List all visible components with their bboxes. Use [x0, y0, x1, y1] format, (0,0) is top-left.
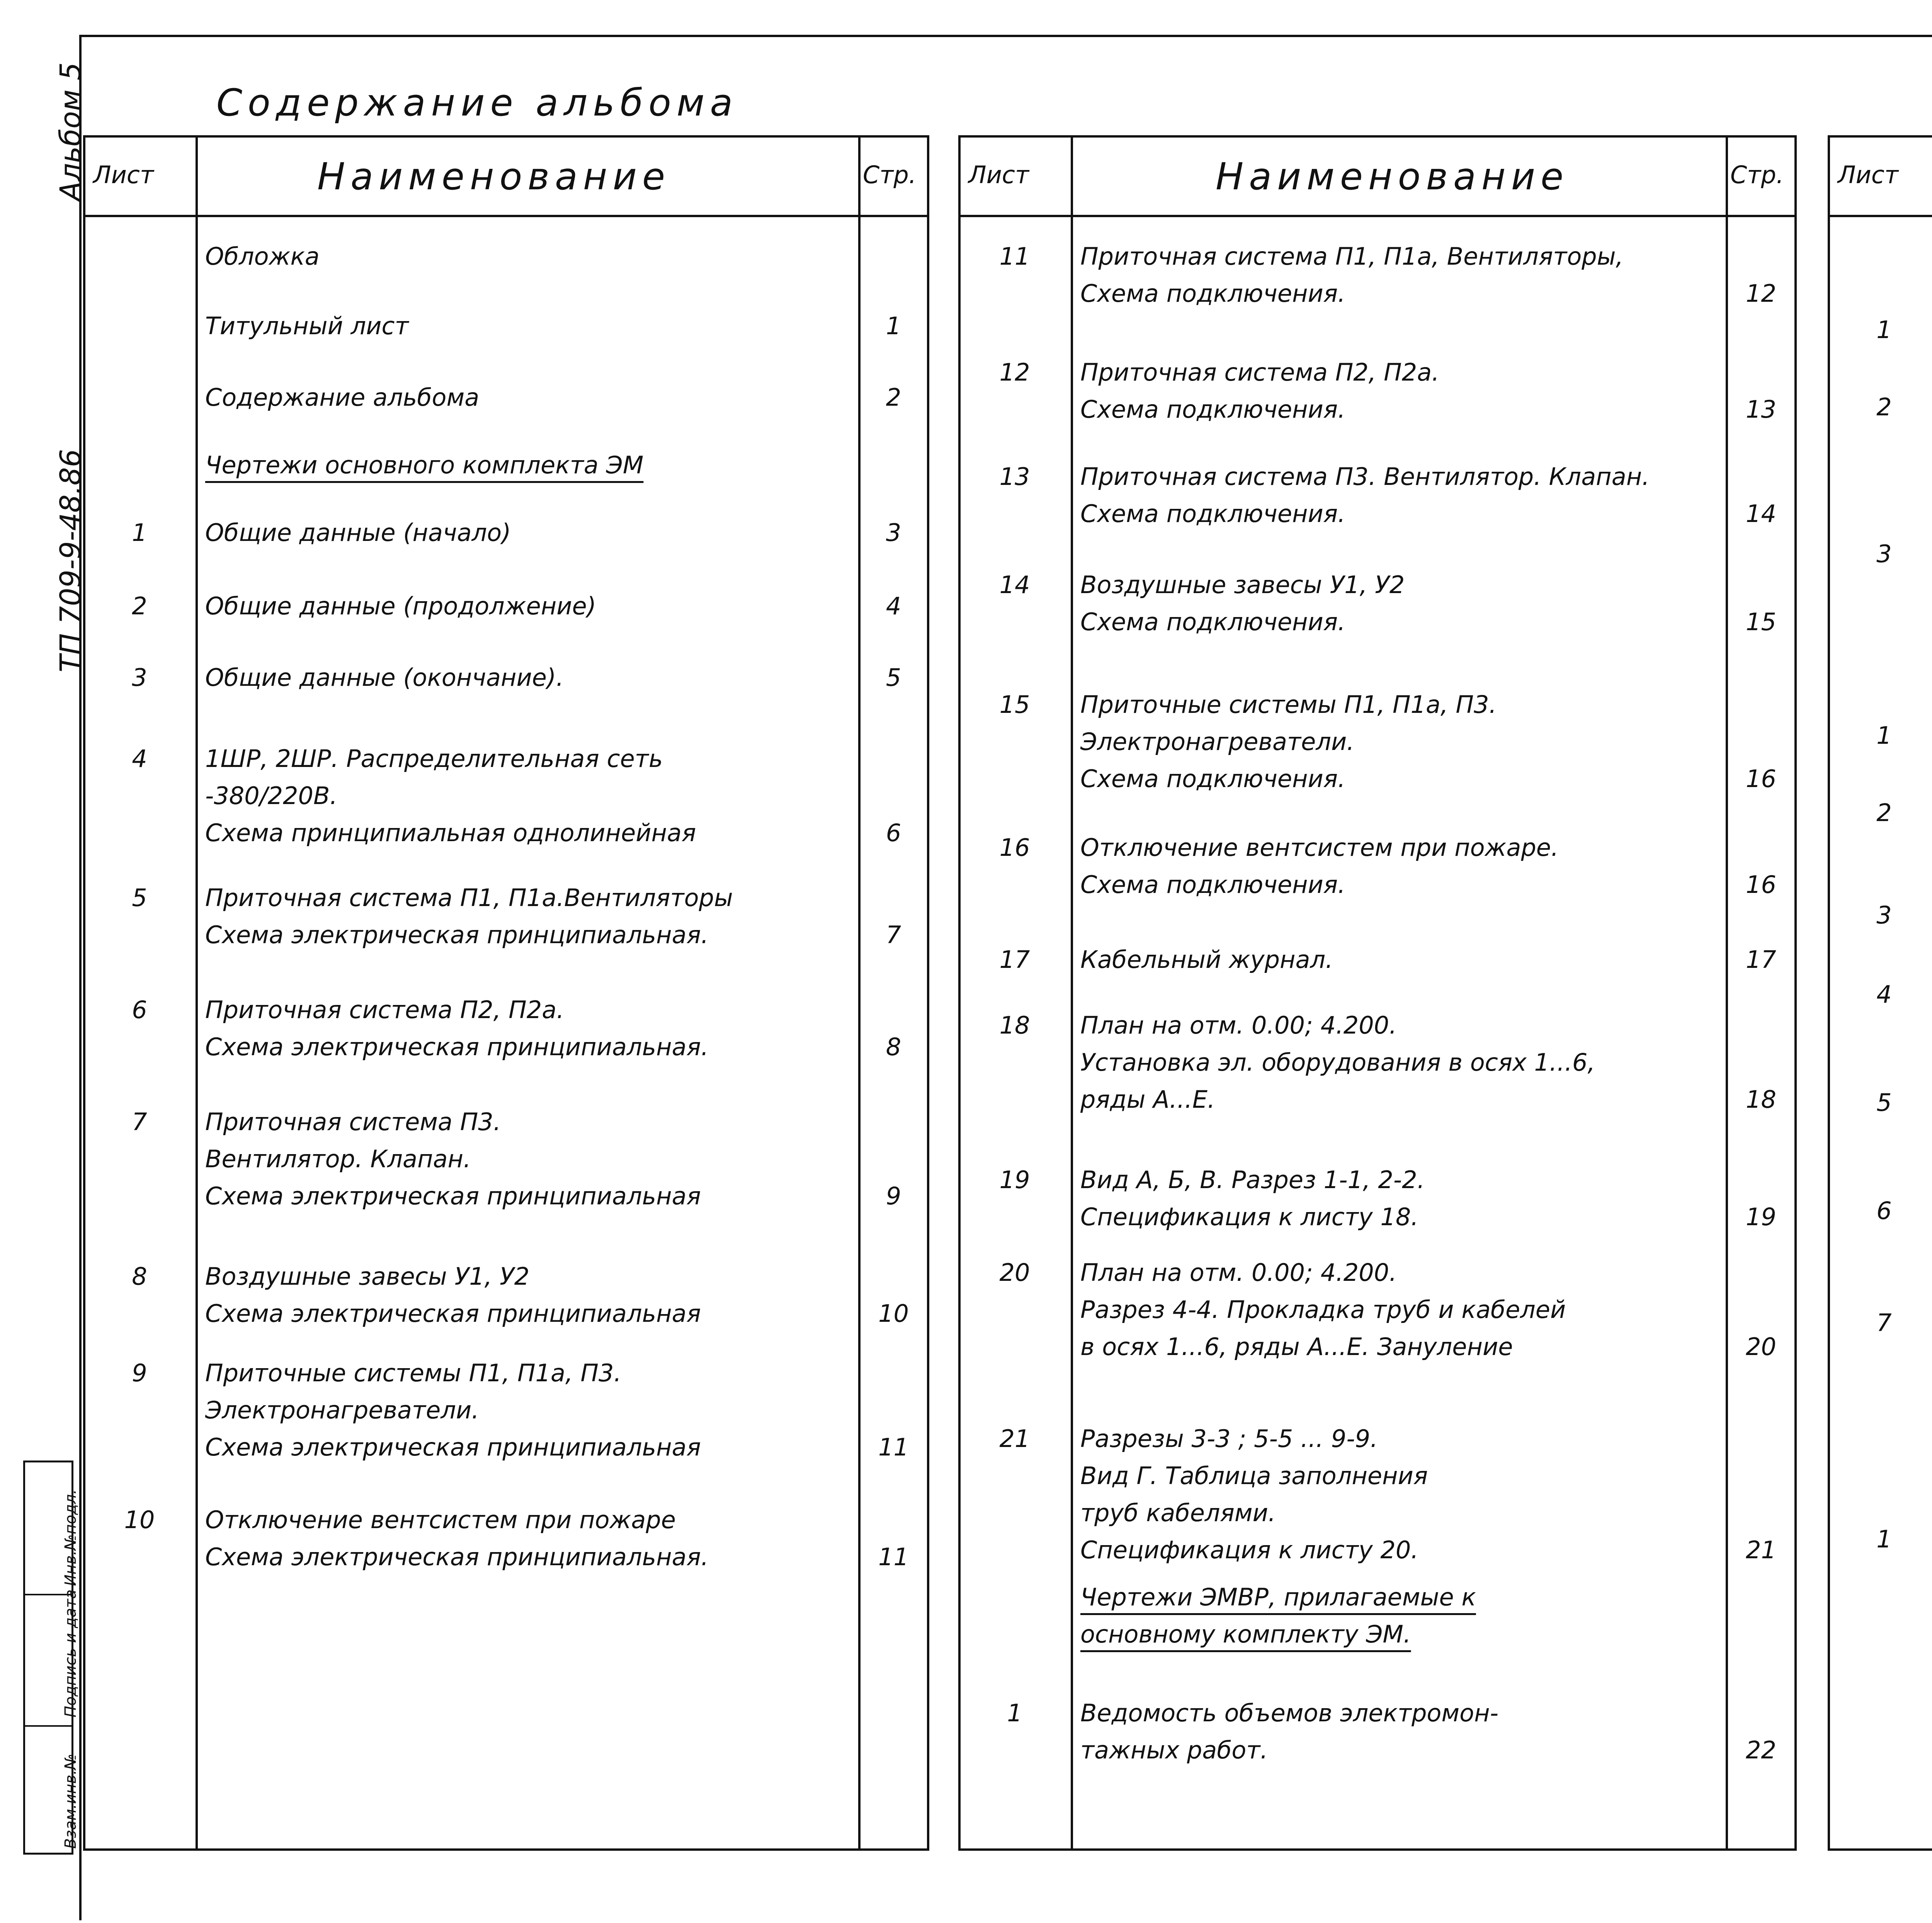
page-ref: 6	[886, 819, 901, 847]
stamp-label-signature: Подпись и дата	[62, 1589, 80, 1717]
item-title: 1ШР, 2ШР. Распределительная сеть -380/220В. Схема принципиальная однолинейная	[205, 745, 696, 847]
sheet-number: 10	[124, 1506, 155, 1534]
sheet-number: 18	[999, 1011, 1030, 1039]
sheet-number: 2	[1876, 393, 1892, 421]
item-title: Приточная система П3. Вентилятор. Клапан. Схема электрическая принципиальная	[205, 1108, 701, 1210]
item-title: Обложка	[205, 242, 320, 270]
sheet-number: 1	[132, 519, 147, 547]
item-title: Воздушные завесы У1, У2 Схема подключения.	[1080, 571, 1405, 636]
page-ref: 10	[878, 1299, 909, 1328]
item-title: Воздушные завесы У1, У2 Схема электрическая принципиальная	[205, 1262, 701, 1328]
sheet-number: 1	[1876, 316, 1892, 344]
item-title: Приточная система П2, П2а. Схема электрическая принципиальная.	[205, 996, 709, 1061]
contents-table-2	[958, 135, 1797, 1851]
stamp-label-inventory: Инв.№подл.	[62, 1489, 80, 1586]
item-title: Приточные системы П1, П1а, П3. Электронагреватели. Схема подключения.	[1080, 690, 1497, 793]
item-title: Кабельный журнал.	[1080, 945, 1333, 974]
item-title: План на отм. 0.00; 4.200. Разрез 4-4. Прокладка труб и кабелей в осях 1...6, ряды А...Е. Зануление	[1080, 1258, 1566, 1361]
page-ref: 21	[1746, 1536, 1776, 1564]
page-ref: 12	[1746, 279, 1776, 308]
page-ref: 16	[1746, 871, 1776, 899]
item-title: Общие данные (продолжение)	[205, 592, 596, 620]
page-ref: 9	[886, 1182, 901, 1210]
sheet-number: 17	[999, 945, 1030, 974]
page-ref: 19	[1746, 1203, 1776, 1231]
sheet-number: 8	[132, 1262, 147, 1291]
sheet-number: 7	[1876, 1309, 1892, 1337]
item-title: Общие данные (начало)	[205, 519, 511, 547]
item-title: Приточная система П1, П1а, Вентиляторы, Схема подключения.	[1080, 242, 1624, 308]
archive-stamp	[23, 1461, 80, 1855]
sheet-number: 13	[999, 462, 1030, 491]
contents-table-3	[1828, 135, 1932, 1851]
sheet-number: 21	[999, 1425, 1030, 1453]
page-ref: 18	[1746, 1085, 1776, 1114]
header-sheet: Лист	[93, 161, 154, 189]
item-title: Ведомость объемов электромон- тажных работ.	[1080, 1699, 1498, 1764]
sheet-number: 16	[999, 833, 1030, 862]
item-title: Приточная система П1, П1а.Вентиляторы Схема электрическая принципиальная.	[205, 884, 733, 949]
item-title: Приточные системы П1, П1а, П3. Электронагреватели. Схема электрическая принципиальная	[205, 1359, 701, 1461]
sheet-number: 1	[1876, 721, 1892, 750]
page-ref: 11	[878, 1433, 909, 1461]
page-ref: 15	[1746, 608, 1776, 636]
page-ref: 4	[886, 592, 901, 620]
sheet-number: 4	[1876, 980, 1892, 1008]
header-page: Стр.	[863, 161, 917, 189]
page-ref: 2	[886, 383, 901, 411]
page-ref: 7	[886, 921, 901, 949]
sheet-number: 6	[132, 996, 147, 1024]
page-ref: 11	[878, 1543, 909, 1571]
item-title: Приточная система П2, П2а. Схема подключения.	[1080, 358, 1439, 423]
sheet-number: 20	[999, 1258, 1030, 1287]
item-title: Вид А, Б, В. Разрез 1-1, 2-2. Спецификация к листу 18.	[1080, 1166, 1425, 1231]
header-name: Наименование	[317, 155, 671, 198]
project-code: ТП 709-9-48.86	[54, 449, 87, 672]
sheet-number: 19	[999, 1166, 1030, 1194]
header-sheet: Лист	[968, 161, 1029, 189]
page-ref: 8	[886, 1033, 901, 1061]
sheet-number: 9	[132, 1359, 147, 1387]
sheet-number: 5	[132, 884, 147, 912]
page-ref: 3	[886, 519, 901, 547]
sheet-number: 3	[1876, 540, 1892, 568]
sheet-number: 3	[1876, 901, 1892, 929]
sheet-number: 12	[999, 358, 1030, 386]
item-title: Чертежи основного комплекта ЭМ	[205, 451, 644, 479]
stamp-label-replaced: Взам.инв.№	[62, 1753, 80, 1849]
sheet-number: 7	[132, 1108, 147, 1136]
sheet-number: 14	[999, 571, 1030, 599]
sheet-number: 1	[1007, 1699, 1022, 1727]
contents-table-1	[83, 135, 929, 1851]
header-page: Стр.	[1730, 161, 1784, 189]
sheet-number: 3	[132, 663, 147, 692]
sheet-number: 4	[132, 745, 147, 773]
item-title: Содержание альбома	[205, 383, 480, 411]
sheet-number: 2	[132, 592, 147, 620]
sheet-number: 11	[999, 242, 1030, 270]
album-code: Альбом 5	[54, 62, 87, 201]
header-sheet: Лист	[1838, 161, 1899, 189]
page-ref: 20	[1746, 1333, 1776, 1361]
item-title: Отключение вентсистем при пожаре Схема электрическая принципиальная.	[205, 1506, 709, 1571]
sheet-number: 2	[1876, 799, 1892, 827]
item-title: Чертежи ЭМВР, прилагаемые к основному комплекту ЭМ.	[1080, 1583, 1476, 1648]
item-title: Отключение вентсистем при пожаре. Схема подключения.	[1080, 833, 1559, 899]
sheet-number: 5	[1876, 1088, 1892, 1117]
page-ref: 5	[886, 663, 901, 692]
header-name: Наименование	[1216, 155, 1569, 198]
page-ref: 17	[1746, 945, 1776, 974]
item-title: Общие данные (окончание).	[205, 663, 564, 692]
item-title: Титульный лист	[205, 312, 409, 340]
page-ref: 13	[1746, 395, 1776, 423]
item-title: Разрезы 3-3 ; 5-5 ... 9-9. Вид Г. Таблица заполнения труб кабелями. Спецификация к листу 20.	[1080, 1425, 1428, 1564]
item-title: Приточная система П3. Вентилятор. Клапан. Схема подключения.	[1080, 462, 1650, 528]
album-title: Содержание альбома	[216, 81, 738, 124]
sheet-number: 1	[1876, 1525, 1892, 1553]
sheet-number: 15	[999, 690, 1030, 719]
page-ref: 16	[1746, 765, 1776, 793]
item-title: План на отм. 0.00; 4.200. Установка эл. оборудования в осях 1...6, ряды А...Е.	[1080, 1011, 1595, 1114]
page-ref: 22	[1746, 1736, 1776, 1764]
page-ref: 1	[886, 312, 901, 340]
page-ref: 14	[1746, 500, 1776, 528]
sheet-number: 6	[1876, 1197, 1892, 1225]
